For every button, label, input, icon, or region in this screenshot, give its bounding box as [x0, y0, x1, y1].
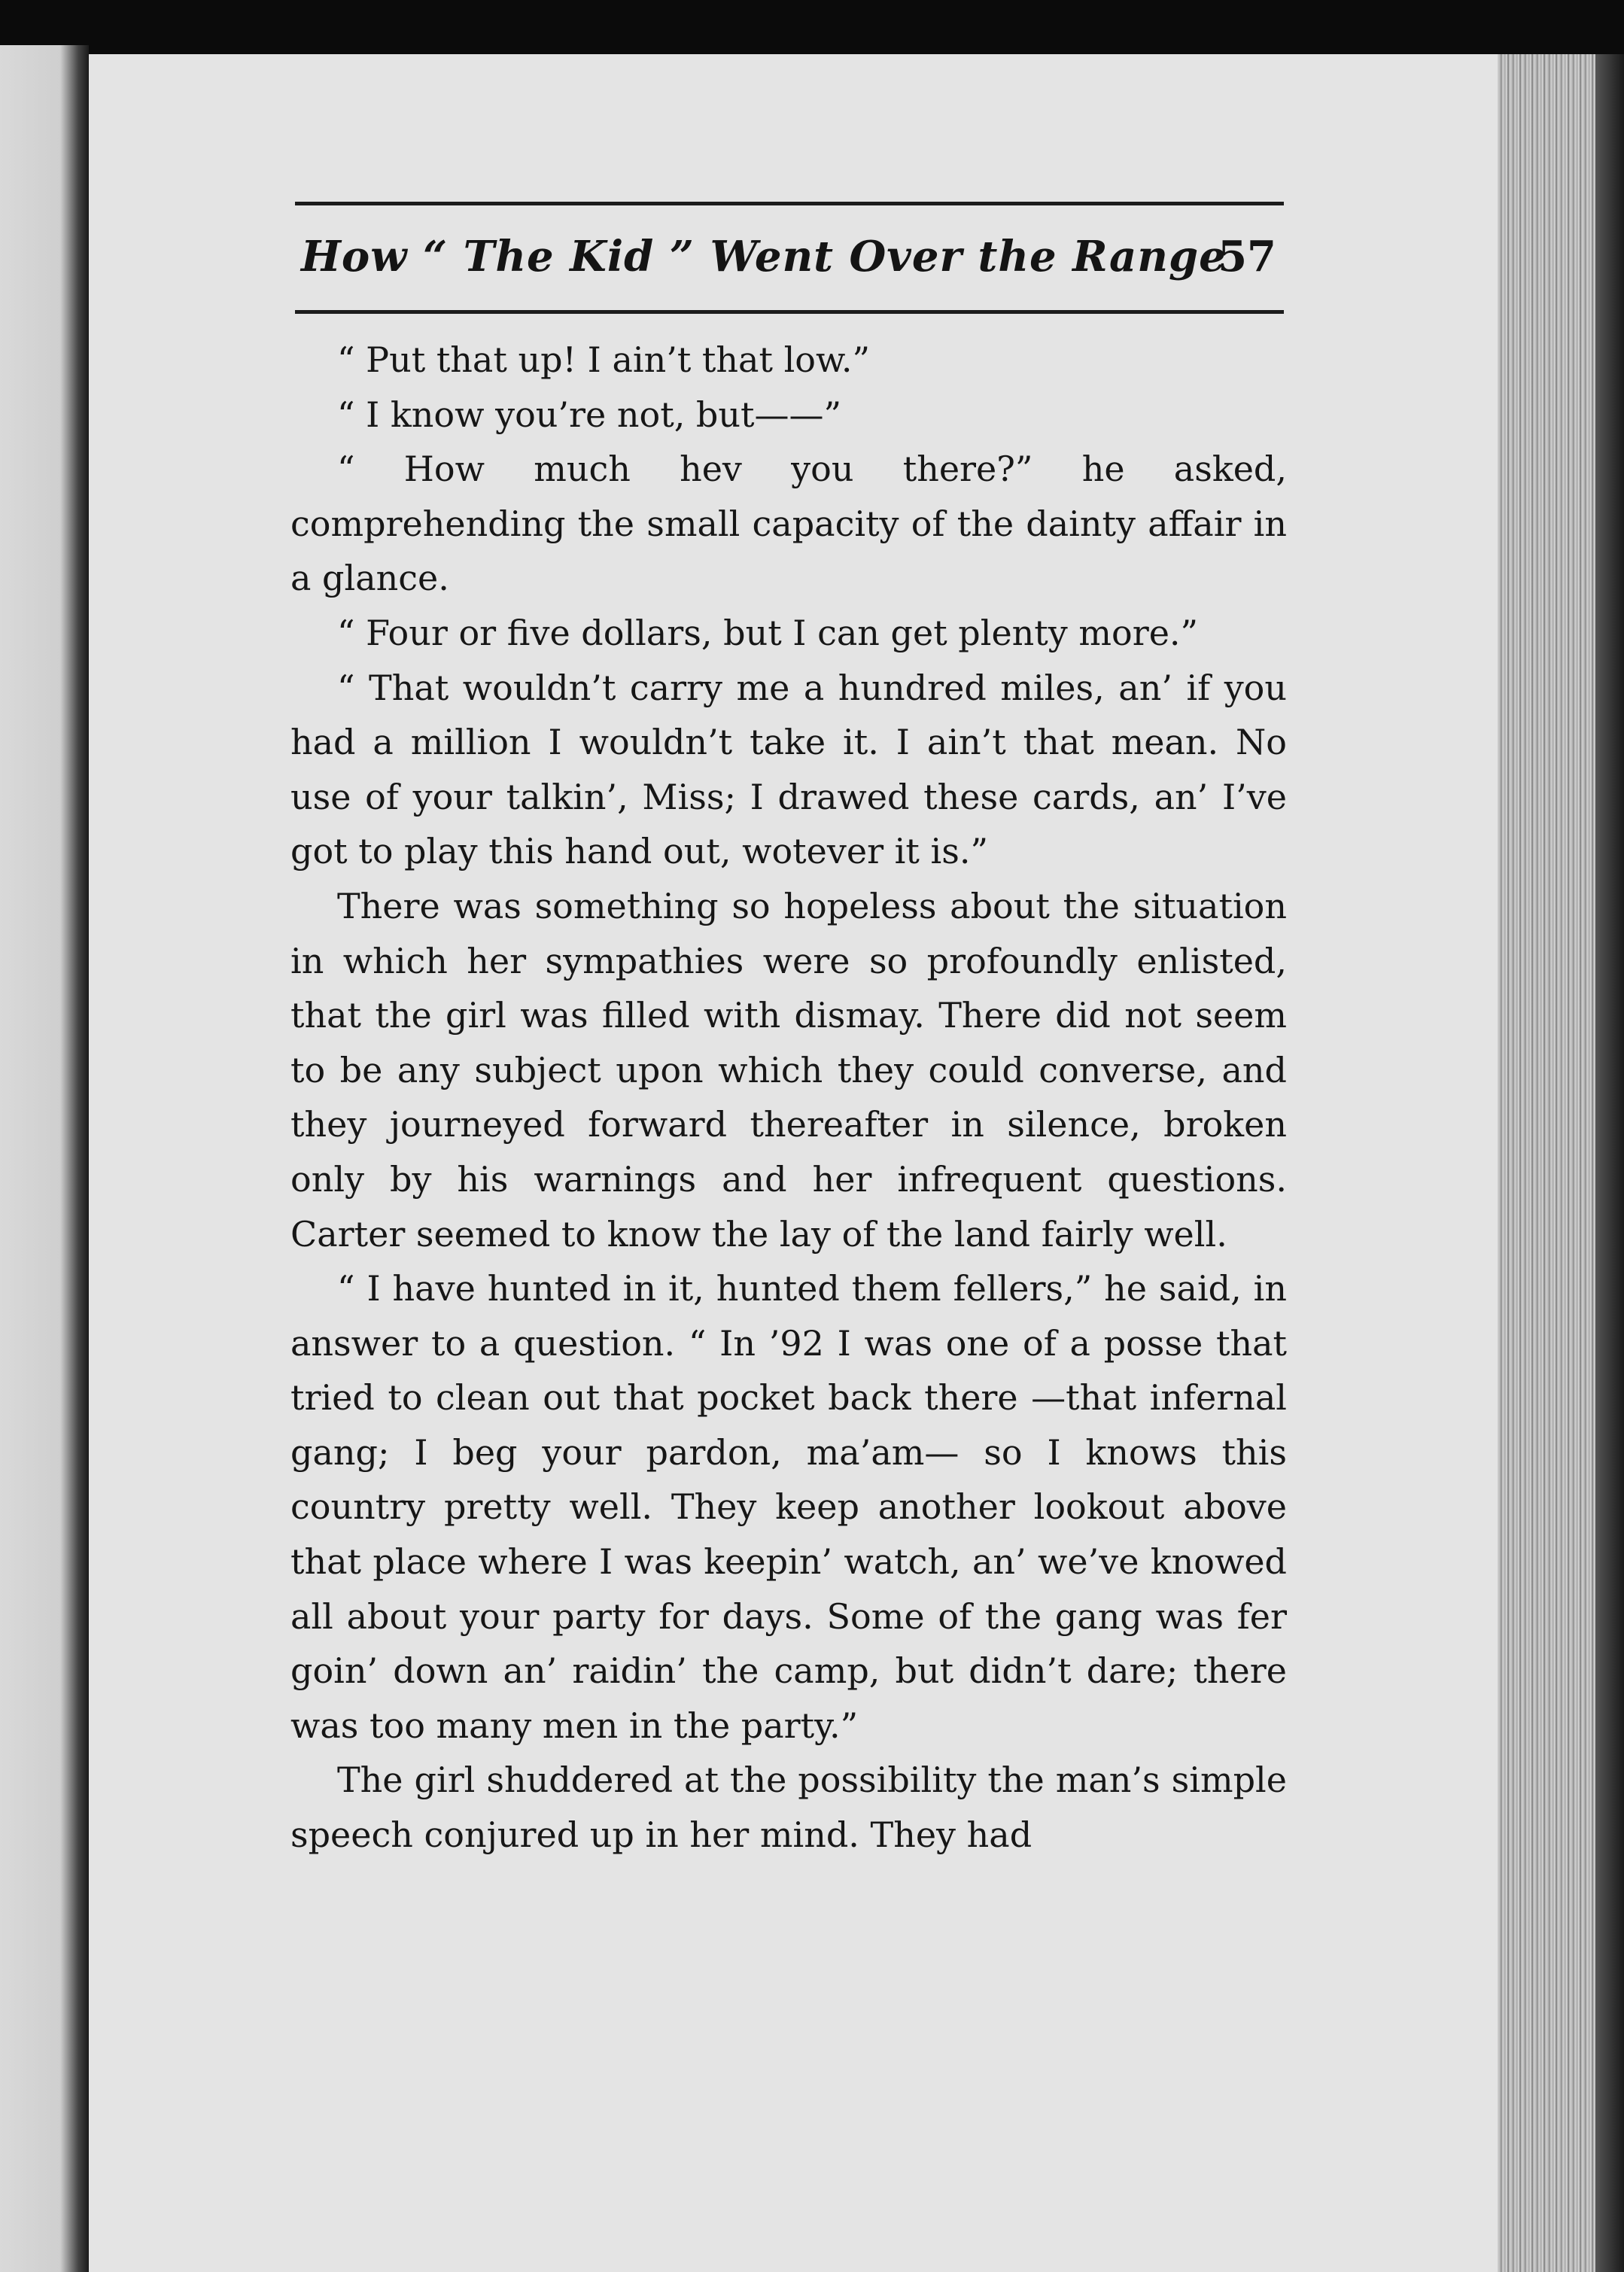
running-title: How “ The Kid ” Went Over the Range	[301, 232, 1227, 281]
facing-page-edge	[0, 45, 89, 2272]
header-rule-bottom	[295, 310, 1284, 314]
body-text	[290, 333, 1287, 1863]
paragraph: “ I know you’re not, but——”	[337, 394, 842, 435]
paragraph: There was something so hopeless about the situation in which her sympathies were so profoundly enlisted, that the girl was filled with dismay. There did not seem to be any subject upon which they could converse, and they journeyed forward thereafter in silence, broken only by his warnings and her infrequent questions. Carter seemed to know the lay of the land fairly well.	[290, 885, 1287, 1255]
paragraph: “ Put that up! I ain’t that low.”	[337, 339, 871, 380]
page-edge-shadow	[1595, 54, 1624, 2272]
paragraph: “ How much hev you there?” he asked, comprehending the small capacity of the dainty affair in a glance.	[290, 449, 1287, 599]
running-head	[295, 226, 1284, 294]
paragraph: The girl shuddered at the possibility the man’s simple speech conjured up in her mind. They had	[290, 1760, 1287, 1856]
paragraph: “ Four or five dollars, but I can get plenty more.”	[337, 612, 1199, 653]
paragraph: “ I have hunted in it, hunted them fellers,” he said, in answer to a question. “ In ’92 I was one of a posse that tried to clean out that pocket back there —that infernal gang; I beg your pardon, ma’am— so I knows this country pretty well. They keep another lookout above that place where I was keepin’ watch, an’ we’ve knowed all about your party for days. Some of the gang was fer goin’ down an’ raidin’ the camp, but didn’t dare; there was too many men in the party.”	[290, 1268, 1287, 1746]
page-number: 57	[1218, 232, 1276, 281]
paragraph: “ That wouldn’t carry me a hundred miles, an’ if you had a million I wouldn’t take it. I ain’t that mean. No use of your talkin’, Miss; I drawed these cards, an’ I’ve got to play this hand out, wotever it is.”	[290, 667, 1287, 872]
header-rule-top	[295, 202, 1284, 205]
